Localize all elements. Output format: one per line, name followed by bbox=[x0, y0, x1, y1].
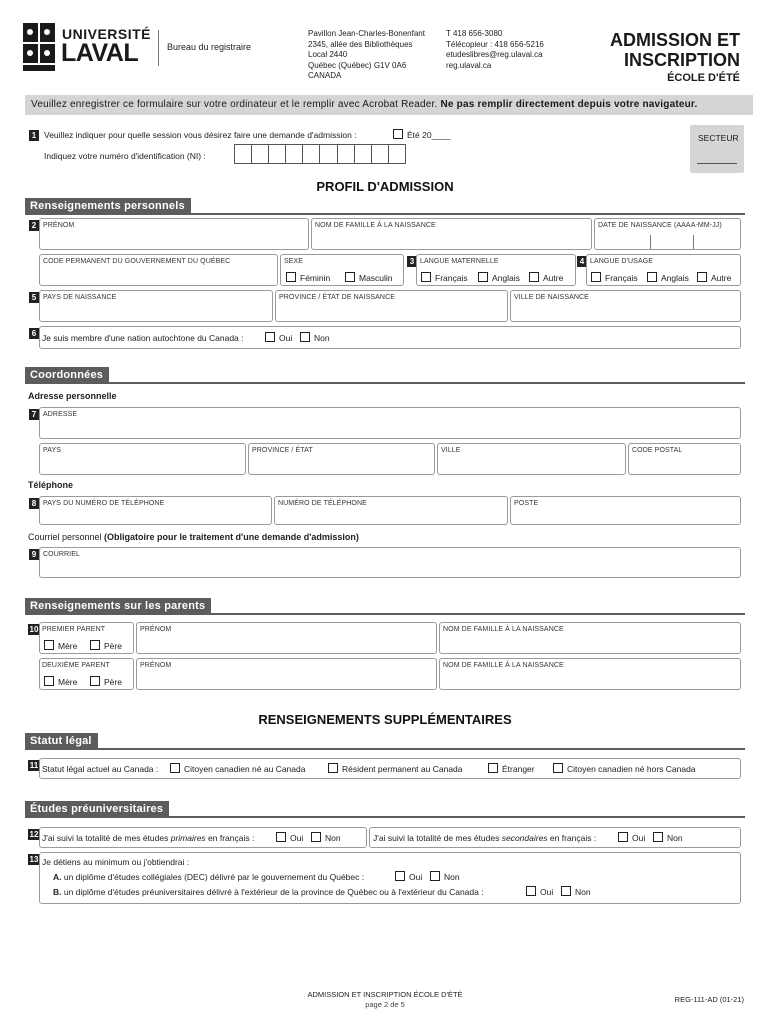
footer-code: REG-111-AD (01-21) bbox=[674, 995, 744, 1004]
resident-checkbox[interactable] bbox=[328, 763, 338, 773]
langue-maternelle-field bbox=[416, 254, 576, 286]
secondaires-oui-label: Oui bbox=[632, 833, 646, 843]
pp-mere[interactable] bbox=[44, 640, 77, 651]
etranger-checkbox[interactable] bbox=[488, 763, 498, 773]
pays-label: PAYS bbox=[43, 447, 62, 454]
sexe-field bbox=[280, 254, 404, 286]
lu-anglais[interactable] bbox=[647, 272, 689, 283]
detiens-question: Je détiens au minimum ou j'obtiendrai : bbox=[42, 857, 190, 867]
adresse-label: ADRESSE bbox=[43, 411, 78, 418]
dec-oui-label: Oui bbox=[409, 872, 423, 882]
pp-prenom-label: PRÉNOM bbox=[140, 626, 172, 633]
secondaires-non-checkbox[interactable] bbox=[653, 832, 663, 842]
deuxieme-parent-nom[interactable] bbox=[439, 658, 741, 690]
sexe-feminin[interactable] bbox=[286, 272, 330, 283]
section-personal-info: Renseignements personnels bbox=[25, 198, 191, 214]
autochtone-non-checkbox[interactable] bbox=[300, 332, 310, 342]
dec-letter: A. bbox=[53, 872, 62, 882]
telephone-heading: Téléphone bbox=[28, 480, 74, 490]
contact-website-link[interactable]: reg.ulaval.ca bbox=[446, 60, 492, 70]
nom-naissance-field[interactable] bbox=[311, 218, 592, 250]
lu-francais-label: Français bbox=[605, 273, 638, 283]
question-number-5: 5 bbox=[29, 292, 39, 303]
question-number-6: 6 bbox=[29, 328, 39, 339]
dp-pere-checkbox[interactable] bbox=[90, 676, 100, 686]
courriel-field[interactable] bbox=[39, 547, 741, 578]
citoyen-ne-checkbox[interactable] bbox=[170, 763, 180, 773]
dp-prenom-label: PRÉNOM bbox=[140, 662, 172, 669]
section-line bbox=[25, 213, 745, 215]
address-line: Local 2440 bbox=[308, 50, 348, 59]
question-number-2: 2 bbox=[29, 220, 39, 231]
autochtone-non[interactable] bbox=[300, 332, 330, 343]
courriel-heading bbox=[28, 532, 359, 542]
lm-anglais[interactable] bbox=[478, 272, 520, 283]
ville-naissance-field[interactable] bbox=[510, 290, 741, 322]
primaires-oui-checkbox[interactable] bbox=[276, 832, 286, 842]
lu-francais[interactable] bbox=[591, 272, 638, 283]
hors-non-label: Non bbox=[575, 887, 591, 897]
statut-legal-field bbox=[39, 758, 741, 779]
premier-parent-label: PREMIER PARENT bbox=[42, 626, 106, 633]
lu-anglais-label: Anglais bbox=[661, 273, 689, 283]
section-coordonnees: Coordonnées bbox=[25, 367, 109, 383]
university-logo bbox=[22, 22, 56, 72]
langue-usage-label: LANGUE D'USAGE bbox=[590, 258, 654, 265]
code-label: CODE PERMANENT DU GOUVERNEMENT DU QUÉBEC bbox=[43, 258, 231, 265]
lu-autre-label: Autre bbox=[711, 273, 732, 283]
premier-parent-prenom[interactable] bbox=[136, 622, 437, 654]
question-number-12: 12 bbox=[29, 830, 39, 839]
secteur-field[interactable] bbox=[697, 163, 737, 164]
primaires-non-label: Non bbox=[325, 833, 341, 843]
contact-phone: T 418 656-3080 bbox=[446, 29, 503, 38]
date-naissance-field[interactable] bbox=[594, 218, 741, 250]
courriel-required-note: (Obligatoire pour le traitement d'une demande d'admission) bbox=[104, 532, 359, 542]
instruction-banner bbox=[25, 95, 753, 115]
secondaires-question bbox=[373, 833, 596, 843]
pp-nom-label: NOM DE FAMILLE À LA NAISSANCE bbox=[443, 626, 564, 633]
pays-tel-field[interactable] bbox=[39, 496, 272, 525]
prenom-label: PRÉNOM bbox=[43, 222, 75, 229]
diplome-dec-question bbox=[53, 872, 364, 882]
contact-fax: Télécopieur : 418 656-5216 bbox=[446, 39, 544, 49]
langue-mat-label: LANGUE MATERNELLE bbox=[420, 258, 499, 265]
courriel-heading-text: Courriel personnel bbox=[28, 532, 105, 542]
pp-pere[interactable] bbox=[90, 640, 122, 651]
dec-non-checkbox[interactable] bbox=[430, 871, 440, 881]
address-block bbox=[308, 29, 425, 82]
citoyen-hors-checkbox[interactable] bbox=[553, 763, 563, 773]
lm-francais[interactable] bbox=[421, 272, 468, 283]
feminin-checkbox[interactable] bbox=[286, 272, 296, 282]
section-etudes: Études préuniversitaires bbox=[25, 801, 169, 817]
section-line bbox=[25, 748, 745, 750]
lm-anglais-label: Anglais bbox=[492, 273, 520, 283]
section-line bbox=[25, 382, 745, 384]
lm-francais-label: Français bbox=[435, 273, 468, 283]
primaires-non-checkbox[interactable] bbox=[311, 832, 321, 842]
sexe-label: SEXE bbox=[284, 258, 304, 265]
dec-text: un diplôme d'études collégiales (DEC) délivré par le gouvernement du Québec : bbox=[61, 872, 365, 882]
etranger-label: Étranger bbox=[502, 764, 535, 774]
question-number-8: 8 bbox=[29, 498, 39, 509]
pays-tel-label: PAYS DU NUMÉRO DE TÉLÉPHONE bbox=[43, 500, 165, 507]
primaires-text-a: J'ai suivi la totalité de mes études bbox=[42, 833, 171, 843]
question-number-4: 4 bbox=[577, 256, 587, 267]
province-label: PROVINCE / ÉTAT bbox=[252, 447, 313, 454]
pays-naissance-field[interactable] bbox=[39, 290, 273, 322]
secondaires-text-a: J'ai suivi la totalité de mes études bbox=[373, 833, 502, 843]
prenom-field[interactable] bbox=[39, 218, 309, 250]
address-line: Québec (Québec) G1V 0A6 bbox=[308, 60, 407, 70]
hors-non-checkbox[interactable] bbox=[561, 886, 571, 896]
contact-email-link[interactable]: etudeslibres@reg.ulaval.ca bbox=[446, 50, 543, 59]
secteur-label: SECTEUR bbox=[698, 133, 739, 143]
date-separator bbox=[693, 235, 694, 249]
pp-mere-label: Mère bbox=[58, 641, 78, 651]
hors-non[interactable] bbox=[561, 886, 591, 897]
hors-oui-checkbox[interactable] bbox=[526, 886, 536, 896]
hors-oui[interactable] bbox=[526, 886, 553, 897]
ville-label: VILLE bbox=[441, 447, 461, 454]
masculin-label: Masculin bbox=[359, 273, 393, 283]
pp-pere-checkbox[interactable] bbox=[90, 640, 100, 650]
primaires-text-i: primaires bbox=[170, 833, 206, 843]
statut-citoyen-hors[interactable] bbox=[553, 763, 696, 774]
prov-naiss-label: PROVINCE / ÉTAT DE NAISSANCE bbox=[279, 294, 395, 301]
premier-parent-nom[interactable] bbox=[439, 622, 741, 654]
autochtone-non-label: Non bbox=[314, 333, 330, 343]
session-question: Veuillez indiquer pour quelle session vous désirez faire une demande d'admission : bbox=[44, 130, 357, 140]
code-permanent-field[interactable] bbox=[39, 254, 278, 286]
primaires-text-b: en français : bbox=[205, 833, 255, 843]
etudes-primaires-field bbox=[39, 827, 367, 848]
question-number-11: 11 bbox=[29, 761, 39, 770]
form-title-3: ÉCOLE D'ÉTÉ bbox=[667, 72, 740, 84]
dp-mere-label: Mère bbox=[58, 677, 78, 687]
university-name-line1: UNIVERSITÉ bbox=[62, 26, 152, 42]
pays-naiss-label: PAYS DE NAISSANCE bbox=[43, 294, 117, 301]
resident-label: Résident permanent au Canada bbox=[342, 764, 463, 774]
section-statut-legal: Statut légal bbox=[25, 733, 98, 749]
pp-pere-label: Père bbox=[104, 641, 122, 651]
adresse-perso-heading: Adresse personnelle bbox=[28, 391, 117, 401]
dp-pere-label: Père bbox=[104, 677, 122, 687]
statut-etranger[interactable] bbox=[488, 763, 535, 774]
statut-question: Statut légal actuel au Canada : bbox=[42, 764, 159, 774]
secondaires-text-b: en français : bbox=[547, 833, 597, 843]
dec-non-label: Non bbox=[444, 872, 460, 882]
header-divider bbox=[158, 30, 159, 66]
address-line: CANADA bbox=[308, 71, 342, 80]
footer-title: ADMISSION ET INSCRIPTION ÉCOLE D'ÉTÉ bbox=[307, 990, 463, 999]
autochtone-oui-label: Oui bbox=[279, 333, 293, 343]
langue-usage-field bbox=[586, 254, 741, 286]
secondaires-non[interactable] bbox=[653, 832, 683, 843]
statut-citoyen-ne[interactable] bbox=[170, 763, 305, 774]
question-number-13: 13 bbox=[29, 855, 39, 864]
ville-naiss-label: VILLE DE NAISSANCE bbox=[514, 294, 589, 301]
pays-field[interactable] bbox=[39, 443, 246, 475]
poste-label: POSTE bbox=[514, 500, 539, 507]
section-line bbox=[25, 816, 745, 818]
citoyen-ne-label: Citoyen canadien né au Canada bbox=[184, 764, 306, 774]
dp-pere[interactable] bbox=[90, 676, 122, 687]
courriel-label: COURRIEL bbox=[43, 551, 80, 558]
primaires-oui[interactable] bbox=[276, 832, 303, 843]
statut-resident[interactable] bbox=[328, 763, 463, 774]
pp-mere-checkbox[interactable] bbox=[44, 640, 54, 650]
dec-oui[interactable] bbox=[395, 871, 422, 882]
dec-non[interactable] bbox=[430, 871, 460, 882]
address-line: Pavillon Jean-Charles-Bonenfant bbox=[308, 29, 425, 38]
province-naissance-field[interactable] bbox=[275, 290, 508, 322]
session-ete-option[interactable] bbox=[393, 129, 450, 140]
hors-letter: B. bbox=[53, 887, 62, 897]
university-name-line2: LAVAL bbox=[61, 39, 139, 67]
profil-title: PROFIL D'ADMISSION bbox=[316, 179, 454, 194]
premier-parent-type bbox=[39, 622, 134, 654]
question-number-9: 9 bbox=[29, 549, 39, 560]
primaires-question bbox=[42, 833, 254, 843]
section-line bbox=[25, 613, 745, 615]
nom-label: NOM DE FAMILLE À LA NAISSANCE bbox=[315, 222, 436, 229]
date-separator bbox=[650, 235, 651, 249]
ni-input[interactable] bbox=[234, 144, 406, 164]
form-title-2: INSCRIPTION bbox=[623, 50, 740, 70]
etudes-secondaires-field bbox=[369, 827, 741, 848]
dp-mere[interactable] bbox=[44, 676, 77, 687]
ville-field[interactable] bbox=[437, 443, 626, 475]
section-parents: Renseignements sur les parents bbox=[25, 598, 211, 614]
lm-autre[interactable] bbox=[529, 272, 563, 283]
poste-field[interactable] bbox=[510, 496, 741, 525]
contact-block bbox=[446, 29, 544, 71]
deuxieme-parent-prenom[interactable] bbox=[136, 658, 437, 690]
dp-nom-label: NOM DE FAMILLE À LA NAISSANCE bbox=[443, 662, 564, 669]
form-title-1: ADMISSION ET bbox=[609, 30, 740, 50]
autochtone-oui[interactable] bbox=[265, 332, 292, 343]
primaires-oui-label: Oui bbox=[290, 833, 304, 843]
lu-anglais-checkbox[interactable] bbox=[647, 272, 657, 282]
autochtone-oui-checkbox[interactable] bbox=[265, 332, 275, 342]
question-number-10: 10 bbox=[29, 625, 39, 634]
lm-anglais-checkbox[interactable] bbox=[478, 272, 488, 282]
ete-checkbox[interactable] bbox=[393, 129, 403, 139]
dec-oui-checkbox[interactable] bbox=[395, 871, 405, 881]
lm-autre-label: Autre bbox=[543, 273, 564, 283]
ni-label: Indiquez votre numéro d'identification (NI) : bbox=[44, 151, 206, 161]
ete-label: Été 20____ bbox=[407, 130, 451, 140]
adresse-field[interactable] bbox=[39, 407, 741, 439]
bureau-label: Bureau du registraire bbox=[167, 42, 252, 52]
question-number-7: 7 bbox=[29, 409, 39, 420]
hors-text: un diplôme d'études préuniversitaires délivré à l'extérieur de la province de Québec ou à l'extérieur du Canada : bbox=[61, 887, 484, 897]
code-postal-label: CODE POSTAL bbox=[632, 447, 683, 454]
lu-autre-checkbox[interactable] bbox=[697, 272, 707, 282]
province-field[interactable] bbox=[248, 443, 435, 475]
hors-oui-label: Oui bbox=[540, 887, 554, 897]
deuxieme-parent-type bbox=[39, 658, 134, 690]
lu-francais-checkbox[interactable] bbox=[591, 272, 601, 282]
footer-page: page 2 de 5 bbox=[365, 1000, 405, 1009]
lm-francais-checkbox[interactable] bbox=[421, 272, 431, 282]
secondaires-oui[interactable] bbox=[618, 832, 645, 843]
lu-autre[interactable] bbox=[697, 272, 731, 283]
ddn-label: DATE DE NAISSANCE (AAAA-MM-JJ) bbox=[598, 222, 722, 229]
masculin-checkbox[interactable] bbox=[345, 272, 355, 282]
supplementaires-title: RENSEIGNEMENTS SUPPLÉMENTAIRES bbox=[258, 712, 512, 727]
code-postal-field[interactable] bbox=[628, 443, 741, 475]
deuxieme-parent-label: DEUXIÈME PARENT bbox=[42, 662, 110, 669]
numero-tel-field[interactable] bbox=[274, 496, 508, 525]
banner-warning: Ne pas remplir directement depuis votre navigateur. bbox=[440, 99, 698, 110]
question-number-1: 1 bbox=[29, 130, 39, 141]
secondaires-non-label: Non bbox=[667, 833, 683, 843]
secteur-box bbox=[690, 125, 744, 173]
primaires-non[interactable] bbox=[311, 832, 341, 843]
citoyen-hors-label: Citoyen canadien né hors Canada bbox=[567, 764, 696, 774]
lm-autre-checkbox[interactable] bbox=[529, 272, 539, 282]
diplome-field bbox=[39, 852, 741, 904]
address-line: 2345, allée des Bibliothèques bbox=[308, 39, 413, 49]
diplome-hors-question bbox=[53, 887, 484, 897]
secondaires-oui-checkbox[interactable] bbox=[618, 832, 628, 842]
secondaires-text-i: secondaires bbox=[501, 833, 548, 843]
autochtone-question: Je suis membre d'une nation autochtone du Canada : bbox=[42, 333, 244, 343]
question-number-3: 3 bbox=[407, 256, 417, 267]
feminin-label: Féminin bbox=[300, 273, 331, 283]
banner-text: Veuillez enregistrer ce formulaire sur votre ordinateur et le remplir avec Acrobat Reader. bbox=[31, 99, 441, 110]
dp-mere-checkbox[interactable] bbox=[44, 676, 54, 686]
autochtone-field bbox=[39, 326, 741, 349]
sexe-masculin[interactable] bbox=[345, 272, 393, 283]
num-tel-label: NUMÉRO DE TÉLÉPHONE bbox=[278, 500, 367, 507]
